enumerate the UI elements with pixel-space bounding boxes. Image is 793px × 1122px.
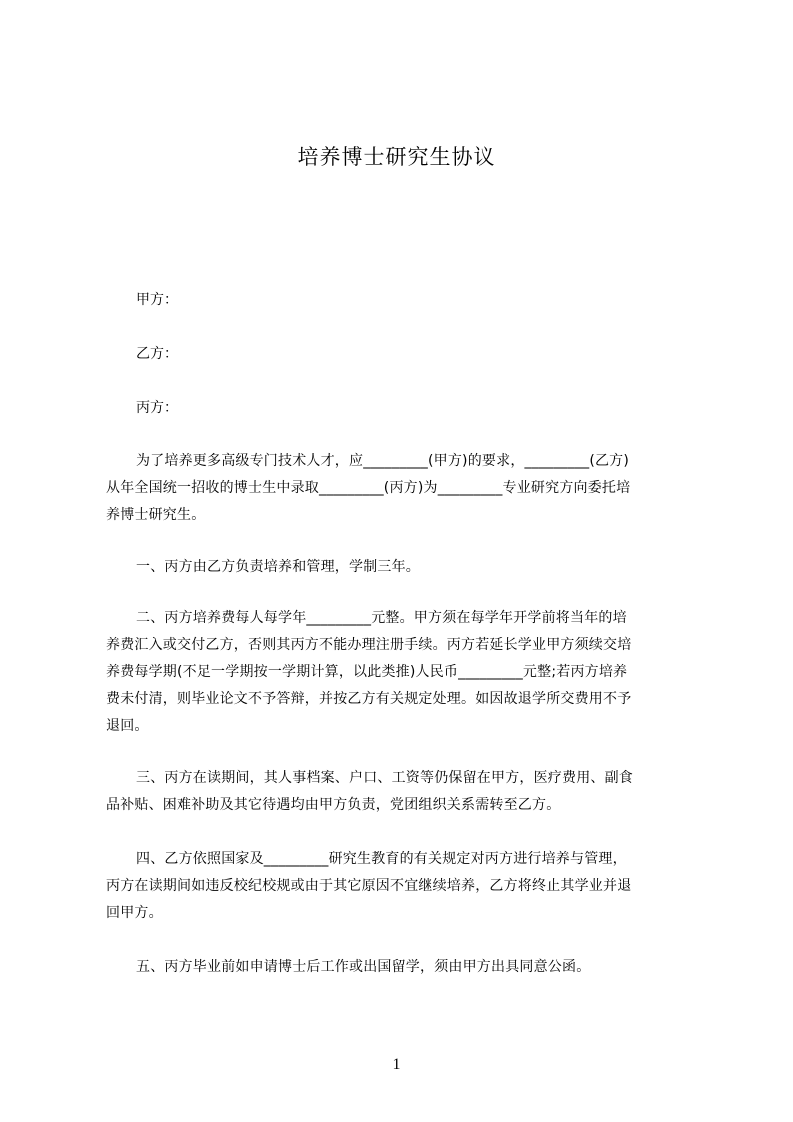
clause-line: 费未付清，则毕业论文不予答辩，并按乙方有关规定处理。如因故退学所交费用不予 — [106, 691, 632, 707]
clause-4-paragraph — [106, 846, 700, 927]
preamble-line: 为了培养更多高级专门技术人才，应_________(甲方)的要求，_________(乙方) — [136, 453, 630, 469]
clause-line: 一、丙方由乙方负责培养和管理，学制三年。 — [136, 559, 420, 575]
clause-2-paragraph — [106, 605, 700, 740]
preamble-line: 从年全国统一招收的博士生中录取_________(丙方)为_________专业研究方向委托培 — [106, 480, 631, 496]
page-number: 1 — [392, 1056, 401, 1073]
clause-1-paragraph — [106, 554, 700, 581]
clause-line: 三、丙方在读期间，其人事档案、户口、工资等仍保留在甲方，医疗费用、副食 — [136, 770, 633, 786]
party-a-label: 甲方： — [136, 292, 178, 308]
clause-line: 退回。 — [106, 718, 149, 734]
clause-line: 回甲方。 — [106, 905, 163, 921]
preamble-paragraph — [106, 448, 700, 529]
party-b-label: 乙方： — [136, 346, 178, 362]
clause-line: 丙方在读期间如违反校纪校规或由于其它原因不宜继续培养，乙方将终止其学业并退 — [106, 878, 632, 894]
preamble-line: 养博士研究生。 — [106, 507, 206, 523]
party-c-label: 丙方： — [136, 400, 178, 416]
clause-5-paragraph — [106, 954, 700, 981]
clause-line: 二、丙方培养费每人每学年_________元整。甲方须在每学年开学前将当年的培 — [136, 610, 627, 626]
clause-line: 养费每学期(不足一学期按一学期计算，以此类推)人民币_________元整;若丙方培养 — [106, 664, 628, 680]
clause-line: 四、乙方依照国家及_________研究生教育的有关规定对丙方进行培养与管理， — [136, 851, 627, 867]
clause-line: 养费汇入或交付乙方，否则其丙方不能办理注册手续。丙方若延长学业甲方须续交培 — [106, 637, 632, 653]
document-title: 培养博士研究生协议 — [297, 145, 496, 169]
clause-3-paragraph — [106, 765, 700, 819]
clause-line: 品补贴、困难补助及其它待遇均由甲方负责，党团组织关系需转至乙方。 — [106, 797, 561, 813]
clause-line: 五、丙方毕业前如申请博士后工作或出国留学，须由甲方出具同意公函。 — [136, 959, 591, 975]
